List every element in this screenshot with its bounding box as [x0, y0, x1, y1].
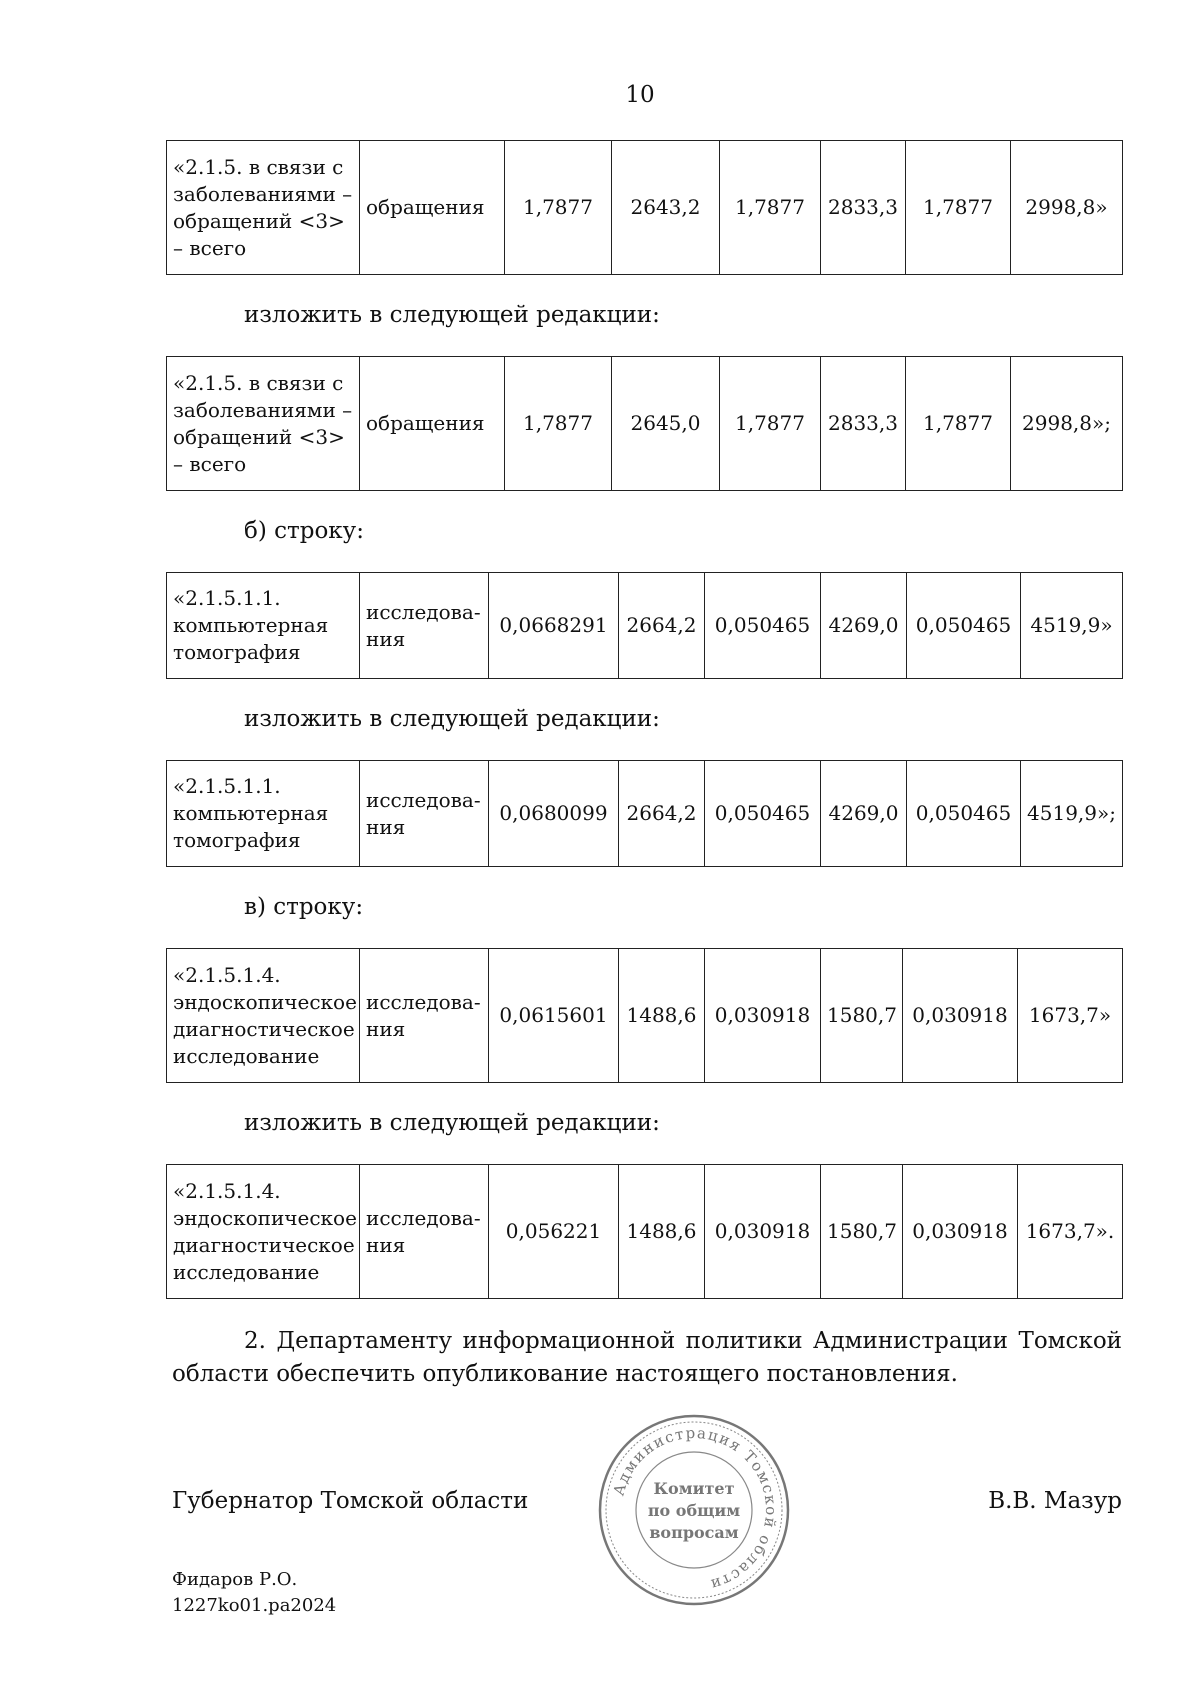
paragraph-subitem-v: в) строку:: [244, 894, 364, 920]
table-row-2-1-5-new: [166, 356, 1123, 491]
cell-value: 2833,3: [821, 141, 906, 275]
table-row: [167, 1165, 1123, 1299]
cell-value: 1673,7».: [1018, 1165, 1123, 1299]
cell-value: 1580,7: [821, 949, 903, 1083]
table-row: [167, 357, 1123, 491]
cell-unit: исследова-ния: [360, 573, 489, 679]
cell-value: 1488,6: [619, 949, 705, 1083]
cell-value: 0,050465: [705, 761, 821, 867]
table-row-2-1-5-old: [166, 140, 1123, 275]
cell-value: 4519,9»;: [1021, 761, 1123, 867]
cell-indicator: «2.1.5. в связи с заболеваниями – обращений <3> – всего: [167, 357, 360, 491]
footer-author: Фидаров Р.О.: [172, 1569, 298, 1590]
cell-value: 4269,0: [821, 573, 907, 679]
cell-value: 0,030918: [705, 1165, 821, 1299]
cell-indicator: «2.1.5.1.1. компьютерная томография: [167, 573, 360, 679]
signatory-position: Губернатор Томской области: [172, 1488, 529, 1514]
signatory-name: В.В. Мазур: [988, 1488, 1122, 1514]
cell-value: 2664,2: [619, 761, 705, 867]
seal-center-text: Комитет: [653, 1479, 735, 1498]
cell-value: 0,050465: [705, 573, 821, 679]
cell-indicator: «2.1.5. в связи с заболеваниями – обращений <3> – всего: [167, 141, 360, 275]
cell-value: 1,7877: [720, 357, 821, 491]
cell-value: 4269,0: [821, 761, 907, 867]
cell-value: 0,056221: [489, 1165, 619, 1299]
cell-value: 2664,2: [619, 573, 705, 679]
table-row: [167, 761, 1123, 867]
cell-value: 1673,7»: [1018, 949, 1123, 1083]
cell-unit: исследова-ния: [360, 1165, 489, 1299]
cell-indicator: «2.1.5.1.1. компьютерная томография: [167, 761, 360, 867]
table-row-2-1-5-1-4-old: [166, 948, 1123, 1083]
cell-value: 0,030918: [903, 1165, 1018, 1299]
table-row: [167, 141, 1123, 275]
cell-value: 1,7877: [505, 357, 612, 491]
cell-indicator: «2.1.5.1.4. эндоскопическое диагностическое исследование: [167, 1165, 360, 1299]
document-footer: [172, 1567, 336, 1619]
table-row-2-1-5-1-1-new: [166, 760, 1123, 867]
paragraph-subitem-b: б) строку:: [244, 518, 364, 544]
cell-value: 1580,7: [821, 1165, 903, 1299]
official-seal-stamp: [594, 1410, 794, 1610]
seal-ring-text: Администрация Томской области: [609, 1423, 781, 1595]
cell-value: 0,0680099: [489, 761, 619, 867]
page-number: 10: [625, 82, 655, 108]
table-row-2-1-5-1-1-old: [166, 572, 1123, 679]
cell-indicator: «2.1.5.1.4. эндоскопическое диагностическое исследование: [167, 949, 360, 1083]
table-row: [167, 573, 1123, 679]
cell-value: 0,050465: [907, 573, 1021, 679]
final-clause-line: 2. Департаменту информационной политики Администрации Томской: [244, 1328, 1122, 1354]
cell-value: 0,030918: [705, 949, 821, 1083]
paragraph-instruction: изложить в следующей редакции:: [244, 1110, 660, 1136]
cell-value: 1488,6: [619, 1165, 705, 1299]
cell-value: 0,030918: [903, 949, 1018, 1083]
cell-value: 1,7877: [906, 357, 1011, 491]
cell-unit: исследова-ния: [360, 761, 489, 867]
seal-center-text: вопросам: [649, 1523, 739, 1542]
table-row-2-1-5-1-4-new: [166, 1164, 1123, 1299]
cell-value: 1,7877: [906, 141, 1011, 275]
cell-value: 2998,8»: [1011, 141, 1123, 275]
cell-unit: обращения: [360, 357, 505, 491]
cell-unit: обращения: [360, 141, 505, 275]
cell-value: 0,0668291: [489, 573, 619, 679]
final-clause-line: области обеспечить опубликование настоящего постановления.: [172, 1361, 958, 1387]
cell-value: 2998,8»;: [1011, 357, 1123, 491]
cell-value: 1,7877: [720, 141, 821, 275]
seal-center-text: по общим: [647, 1501, 741, 1520]
cell-value: 0,0615601: [489, 949, 619, 1083]
cell-value: 2645,0: [612, 357, 720, 491]
cell-value: 2643,2: [612, 141, 720, 275]
paragraph-instruction: изложить в следующей редакции:: [244, 302, 660, 328]
cell-value: 0,050465: [907, 761, 1021, 867]
paragraph-instruction: изложить в следующей редакции:: [244, 706, 660, 732]
table-row: [167, 949, 1123, 1083]
cell-unit: исследова-ния: [360, 949, 489, 1083]
final-clause: [172, 1325, 1122, 1391]
cell-value: 1,7877: [505, 141, 612, 275]
cell-value: 2833,3: [821, 357, 906, 491]
footer-code: 1227ko01.pa2024: [172, 1595, 337, 1616]
cell-value: 4519,9»: [1021, 573, 1123, 679]
